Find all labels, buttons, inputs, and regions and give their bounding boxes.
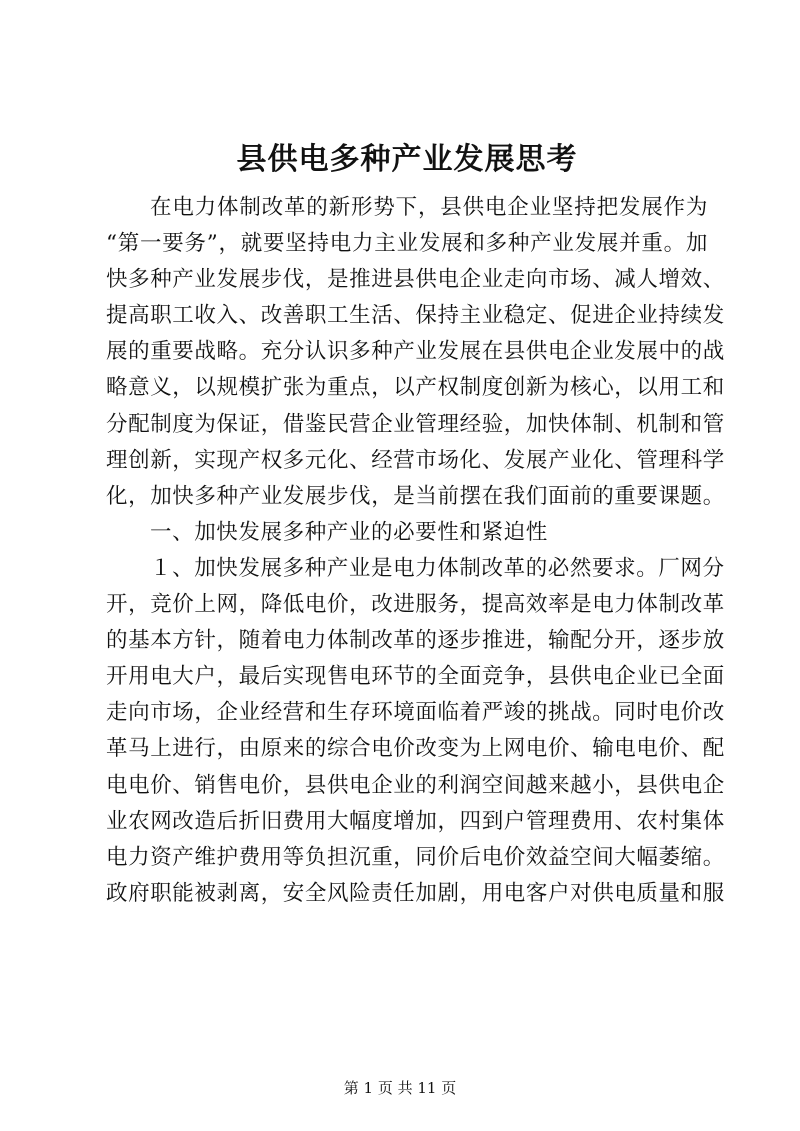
paragraph-line: 的基本方针，随着电力体制改革的逐步推进，输配分开，逐步放 — [106, 628, 725, 654]
paragraph-line: 政府职能被剥离，安全风险责任加剧，用电客户对供电质量和服 — [106, 880, 725, 906]
paragraph-line: 走向市场，企业经营和生存环境面临着严竣的挑战。同时电价改 — [106, 700, 725, 726]
paragraph-line: 开用电大户，最后实现售电环节的全面竞争，县供电企业已全面 — [106, 664, 725, 690]
paragraph-line: 电力资产维护费用等负担沉重，同价后电价效益空间大幅萎缩。 — [106, 844, 725, 870]
paragraph-line: 化，加快多种产业发展步伐，是当前摆在我们面前的重要课题。 — [106, 483, 725, 509]
paragraph-line: 理创新，实现产权多元化、经营市场化、发展产业化、管理科学 — [106, 447, 725, 473]
paragraph-line: 开，竞价上网，降低电价，改进服务，提高效率是电力体制改革 — [106, 592, 725, 618]
page-title: 县供电多种产业发展思考 — [236, 142, 578, 177]
paragraph-line: 革马上进行，由原来的综合电价改变为上网电价、输电电价、配 — [106, 736, 725, 762]
paragraph-line: 业农网改造后折旧费用大幅度增加，四到户管理费用、农村集体 — [106, 808, 725, 834]
paragraph-line: １、加快发展多种产业是电力体制改革的必然要求。厂网分 — [150, 555, 725, 581]
paragraph-line: 快多种产业发展步伐，是推进县供电企业走向市场、减人增效、 — [106, 267, 725, 293]
paragraph-line: 电电价、销售电价，县供电企业的利润空间越来越小，县供电企 — [106, 772, 725, 798]
page-number: 第 1 页 共 11 页 — [343, 1079, 457, 1097]
paragraph-point-1 — [106, 551, 725, 912]
paragraph-line: 展的重要战略。充分认识多种产业发展在县供电企业发展中的战 — [106, 339, 725, 365]
paragraph-line: 提高职工收入、改善职工生活、保持主业稳定、促进企业持续发 — [106, 303, 725, 329]
paragraph-line: “第一要务”，就要坚持电力主业发展和多种产业发展并重。加 — [106, 231, 708, 257]
paragraph-line: 分配制度为保证，借鉴民营企业管理经验，加快体制、机制和管 — [106, 411, 725, 437]
paragraph-line: 在电力体制改革的新形势下，县供电企业坚持把发展作为 — [150, 195, 708, 220]
section-heading-line: 一、加快发展多种产业的必要性和紧迫性 — [150, 519, 548, 545]
paragraph-intro — [106, 190, 725, 515]
section-heading — [106, 515, 708, 551]
paragraph-line: 略意义，以规模扩张为重点，以产权制度创新为核心，以用工和 — [106, 375, 725, 401]
